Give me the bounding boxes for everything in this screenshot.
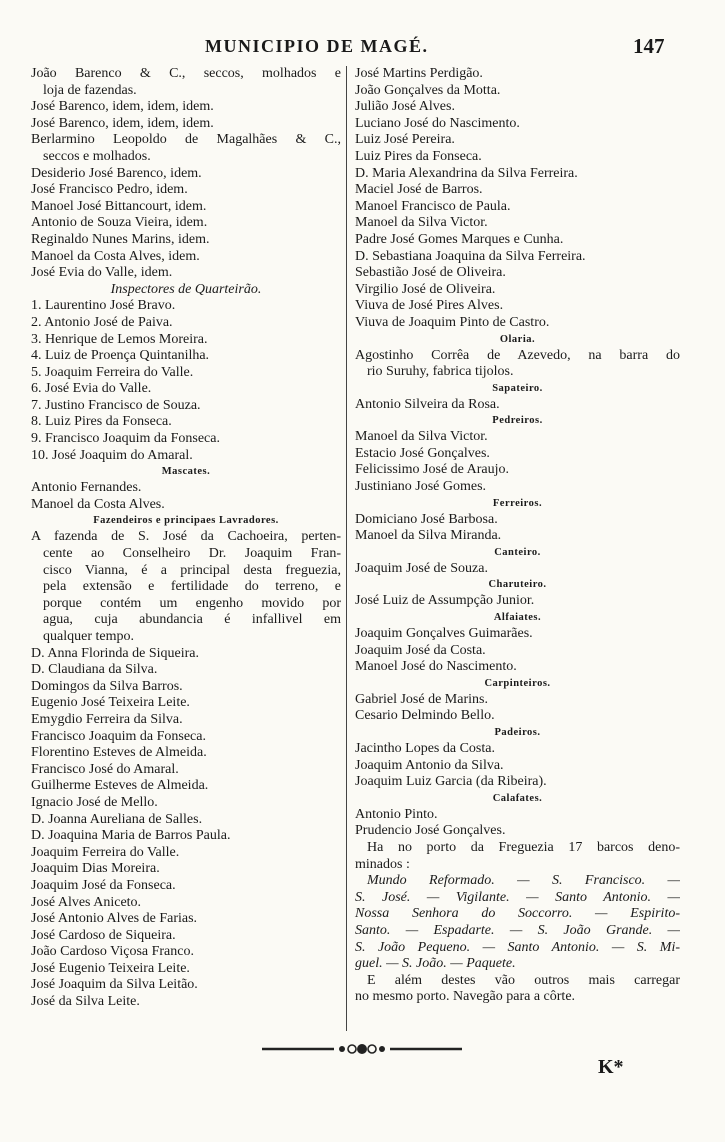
text-line: D. Anna Florinda de Siqueira. <box>31 645 199 661</box>
text-line: E além destes vão outros mais carregar <box>367 972 680 988</box>
text-line: S. João Pequeno. — Santo Antonio. — S. Mi- <box>355 939 680 955</box>
text-line: rio Suruhy, fabrica tijolos. <box>367 364 514 380</box>
text-line: Ha no porto da Freguezia 17 barcos deno- <box>367 839 680 855</box>
text-line: 8. Luiz Pires da Fonseca. <box>31 414 172 430</box>
section-heading: Fazendeiros e principaes Lavradores. <box>93 515 279 527</box>
text-line: Joaquim Luiz Garcia (da Ribeira). <box>355 774 547 790</box>
text-line: Berlarmino Leopoldo de Magalhães & C., <box>31 132 341 148</box>
text-line: Francisco Joaquim da Fonseca. <box>31 728 206 744</box>
text-line: qualquer tempo. <box>43 629 134 644</box>
text-line: cisco Vianna, é a principal desta freguezia, <box>43 562 341 578</box>
text-line: Agostinho Corrêa de Azevedo, na barra do <box>355 347 680 363</box>
text-line: Emygdio Ferreira da Silva. <box>31 711 183 727</box>
text-line: Manoel da Costa Alves. <box>31 496 165 512</box>
section-heading: Pedreiros. <box>492 415 543 427</box>
section-heading: Calafates. <box>492 792 543 804</box>
text-line: 5. Joaquim Ferreira do Valle. <box>31 364 194 380</box>
text-line: Manoel da Silva Victor. <box>355 429 488 445</box>
text-line: Jacintho Lopes da Costa. <box>355 741 495 756</box>
text-line: José Cardoso de Siqueira. <box>31 927 176 943</box>
ornament-divider <box>262 1040 462 1058</box>
text-line: Inspectores de Quarteirão. <box>110 281 262 297</box>
text-line: Joaquim Antonio da Silva. <box>355 757 504 773</box>
text-line: 7. Justino Francisco de Souza. <box>31 397 201 413</box>
text-line: Padre José Gomes Marques e Cunha. <box>355 231 564 247</box>
signature-mark: K* <box>598 1056 624 1078</box>
text-line: José Martins Perdigão. <box>355 66 483 81</box>
text-line: Santo. — Espadarte. — S. João Grande. — <box>355 922 680 938</box>
text-line: Julião José Alves. <box>355 99 455 115</box>
text-line: Antonio de Souza Vieira, idem. <box>31 215 208 231</box>
text-line: José Luiz de Assumpção Junior. <box>355 593 535 609</box>
text-line: Justiniano José Gomes. <box>355 479 487 495</box>
page-number: 147 <box>633 34 665 58</box>
text-line: guel. — S. João. — Paquete. <box>355 956 516 972</box>
text-line: 6. José Evia do Valle. <box>31 381 152 397</box>
section-heading: Padeiros. <box>494 727 541 738</box>
text-line: Desiderio José Barenco, idem. <box>31 165 202 181</box>
text-line: pela extensão e fertilidade do terreno, e <box>43 579 341 595</box>
text-line: D. Claudiana da Silva. <box>31 662 158 678</box>
page-title: MUNICIPIO DE MAGÉ. <box>205 36 429 56</box>
text-line: Luciano José do Nascimento. <box>355 115 520 131</box>
text-line: Joaquim José da Costa. <box>355 642 486 658</box>
text-line: Prudencio José Gonçalves. <box>355 823 506 839</box>
section-heading: Canteiro. <box>494 546 541 558</box>
text-line: agua, cuja abundancia é infallivel em <box>43 612 341 628</box>
text-line: Domingos da Silva Barros. <box>31 678 183 694</box>
text-line: Manoel da Costa Alves, idem. <box>31 248 200 264</box>
text-line: José Barenco, idem, idem, idem. <box>31 99 214 115</box>
text-line: Domiciano José Barbosa. <box>355 511 498 527</box>
section-heading: Olaria. <box>499 333 536 345</box>
text-line: D. Joaquina Maria de Barros Paula. <box>31 828 231 844</box>
text-line: João Cardoso Viçosa Franco. <box>31 944 194 960</box>
text-line: Sebastião José de Oliveira. <box>355 265 506 281</box>
section-heading: Charuteiro. <box>488 579 547 591</box>
text-line: Viuva de Joaquim Pinto de Castro. <box>355 314 550 330</box>
text-line: Antonio Pinto. <box>355 806 438 822</box>
text-line: Virgilio José de Oliveira. <box>355 281 496 297</box>
section-heading: Carpinteiros. <box>484 677 551 689</box>
text-line: Manoel da Silva Miranda. <box>355 528 502 544</box>
text-line: Viuva de José Pires Alves. <box>355 298 504 314</box>
text-line: 1. Laurentino José Bravo. <box>31 298 176 314</box>
text-line: no mesmo porto. Navegão para a côrte. <box>355 989 576 1005</box>
text-line: D. Sebastiana Joaquina da Silva Ferreira. <box>355 248 586 264</box>
text-line: Ignacio José de Mello. <box>31 794 158 810</box>
section-heading: Alfaiates. <box>493 612 542 624</box>
text-line: D. Maria Alexandrina da Silva Ferreira. <box>355 165 578 181</box>
text-line: Reginaldo Nunes Marins, idem. <box>31 231 210 247</box>
text-line: Francisco José do Amaral. <box>31 761 179 777</box>
text-line: Cesario Delmindo Bello. <box>355 708 495 724</box>
text-line: José Antonio Alves de Farias. <box>31 911 198 927</box>
text-line: porque contém um engenho movido por <box>43 595 341 611</box>
text-line: Nossa Senhora do Soccorro. — Espirito- <box>355 906 680 922</box>
text-line: Gabriel José de Marins. <box>355 691 488 707</box>
section-heading: Mascates. <box>161 466 211 478</box>
text-line: José Francisco Pedro, idem. <box>31 182 188 198</box>
text-line: 3. Henrique de Lemos Moreira. <box>31 331 208 347</box>
text-line: 9. Francisco Joaquim da Fonseca. <box>31 431 220 447</box>
text-line: Florentino Esteves de Almeida. <box>31 745 207 761</box>
text-line: seccos e molhados. <box>43 148 151 164</box>
text-line: Luiz Pires da Fonseca. <box>355 148 482 164</box>
text-line: José da Silva Leite. <box>31 994 140 1010</box>
section-heading: Ferreiros. <box>492 497 543 509</box>
text-line: Manoel José Bittancourt, idem. <box>31 198 207 214</box>
text-line: 2. Antonio José de Paiva. <box>31 314 173 330</box>
text-line: 4. Luiz de Proença Quintanilha. <box>31 348 210 364</box>
text-line: José Eugenio Teixeira Leite. <box>31 960 190 976</box>
text-line: José Alves Aniceto. <box>31 894 142 910</box>
text-line: Luiz José Pereira. <box>355 132 455 148</box>
text-line: José Evia do Valle, idem. <box>31 265 173 281</box>
text-line: Eugenio José Teixeira Leite. <box>31 695 190 711</box>
text-line: José Barenco, idem, idem, idem. <box>31 115 214 131</box>
text-line: Manoel José do Nascimento. <box>355 659 517 675</box>
left-column <box>31 66 341 1011</box>
text-line: Antonio Silveira da Rosa. <box>355 396 500 412</box>
text-line: Guilherme Esteves de Almeida. <box>31 778 209 794</box>
text-line: Manoel da Silva Victor. <box>355 215 488 231</box>
column-divider <box>346 66 347 1031</box>
text-line: João Gonçalves da Motta. <box>355 82 501 98</box>
text-line: José Joaquim da Silva Leitão. <box>31 977 198 993</box>
text-line: Felicissimo José de Araujo. <box>355 462 509 478</box>
text-line: D. Joanna Aureliana de Salles. <box>31 811 203 827</box>
text-line: loja de fazendas. <box>43 82 137 98</box>
text-line: Joaquim Gonçalves Guimarães. <box>355 626 533 642</box>
text-line: Joaquim José da Fonseca. <box>31 877 176 893</box>
text-line: Maciel José de Barros. <box>355 182 483 198</box>
text-line: 10. José Joaquim do Amaral. <box>31 447 193 463</box>
text-line: Joaquim José de Souza. <box>355 560 488 576</box>
page-header <box>0 34 725 58</box>
text-line: João Barenco & C., seccos, molhados e <box>31 66 341 81</box>
text-line: Estacio José Gonçalves. <box>355 445 490 461</box>
right-column <box>355 66 680 1006</box>
text-line: S. José. — Vigilante. — Santo Antonio. — <box>355 889 680 905</box>
text-line: minados : <box>355 856 410 872</box>
section-heading: Sapateiro. <box>492 382 543 394</box>
text-line: Mundo Reformado. — S. Francisco. — <box>367 873 680 889</box>
text-line: Antonio Fernandes. <box>31 480 142 496</box>
text-line: Joaquim Dias Moreira. <box>31 861 160 877</box>
text-line: Manoel Francisco de Paula. <box>355 198 511 214</box>
text-line: Joaquim Ferreira do Valle. <box>31 844 180 860</box>
text-line: A fazenda de S. José da Cachoeira, perten- <box>31 529 341 545</box>
text-line: cente ao Conselheiro Dr. Joaquim Fran- <box>43 546 341 562</box>
